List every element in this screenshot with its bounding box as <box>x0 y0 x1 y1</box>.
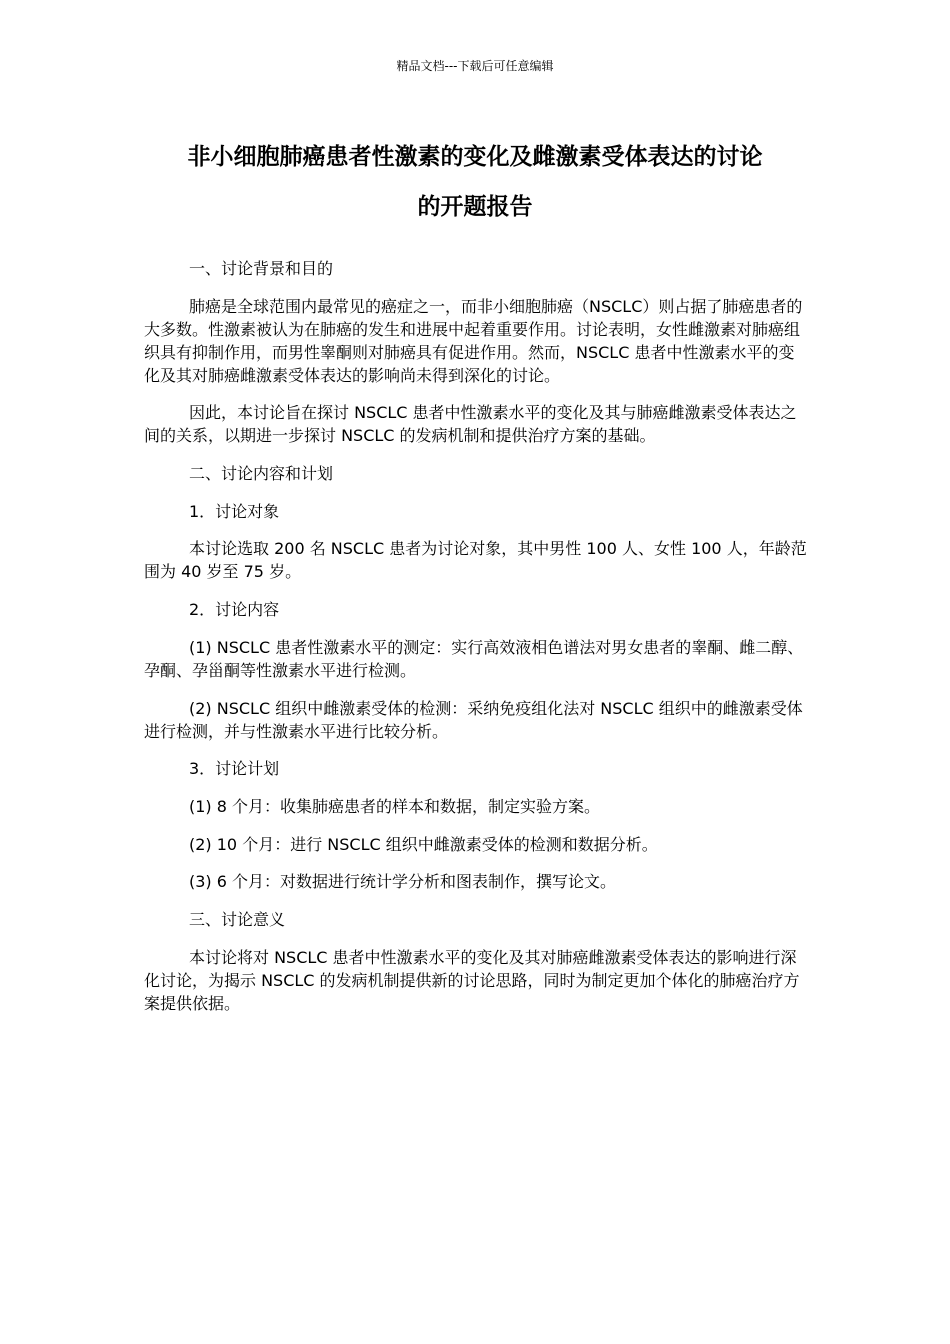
paragraph-significance: 本讨论将对 NSCLC 患者中性激素水平的变化及其对肺癌雌激素受体表达的影响进行深化讨论，为揭示 NSCLC 的发病机制提供新的讨论思路，同时为制定更加个体化的肺癌治疗方案提供依据。 <box>144 947 800 1013</box>
content-item-1: (1) NSCLC 患者性激素水平的测定：实行高效液相色谱法对男女患者的睾酮、雌二醇、孕酮、孕甾酮等性激素水平进行检测。 <box>144 637 804 680</box>
title-line-2: 的开题报告 <box>417 194 533 220</box>
section-heading-background: 一、讨论背景和目的 <box>189 259 334 278</box>
plan-item-2: (2) 10 个月：进行 NSCLC 组织中雌激素受体的检测和数据分析。 <box>189 834 658 854</box>
section-heading-significance: 三、讨论意义 <box>189 909 286 929</box>
document-body <box>144 257 808 1015</box>
title-line-1: 非小细胞肺癌患者性激素的变化及雌激素受体表达的讨论 <box>187 144 763 170</box>
subheading-plan: 3．讨论计划 <box>189 759 280 779</box>
page-header: 精品文档---下载后可任意编辑 <box>396 59 554 73</box>
document-title <box>140 132 810 232</box>
section-heading-content-plan: 二、讨论内容和计划 <box>189 464 334 484</box>
paragraph-purpose: 因此，本讨论旨在探讨 NSCLC 患者中性激素水平的变化及其与肺癌雌激素受体表达之间的关系，以期进一步探讨 NSCLC 的发病机制和提供治疗方案的基础。 <box>144 403 797 446</box>
plan-item-3: (3) 6 个月：对数据进行统计学分析和图表制作，撰写论文。 <box>189 872 617 892</box>
plan-item-1: (1) 8 个月：收集肺癌患者的样本和数据，制定实验方案。 <box>189 796 601 816</box>
paragraph-background: 肺癌是全球范围内最常见的癌症之一，而非小细胞肺癌（NSCLC）则占据了肺癌患者的大多数。性激素被认为在肺癌的发生和进展中起着重要作用。讨论表明，女性雌激素对肺癌组织具有抑制作用，而男性睾酮则对肺癌具有促进作用。然而，NSCLC 患者中性激素水平的变化及其对肺癌雌激素受体表达的影响尚未得到深化的讨论。 <box>144 296 803 385</box>
content-item-2: (2) NSCLC 组织中雌激素受体的检测：采纳免疫组化法对 NSCLC 组织中的雌激素受体进行检测，并与性激素水平进行比较分析。 <box>144 698 803 741</box>
subheading-subjects: 1．讨论对象 <box>189 501 280 521</box>
subheading-content: 2．讨论内容 <box>189 600 280 620</box>
paragraph-subjects: 本讨论选取 200 名 NSCLC 患者为讨论对象，其中男性 100 人、女性 100 人，年龄范围为 40 岁至 75 岁。 <box>144 539 807 582</box>
